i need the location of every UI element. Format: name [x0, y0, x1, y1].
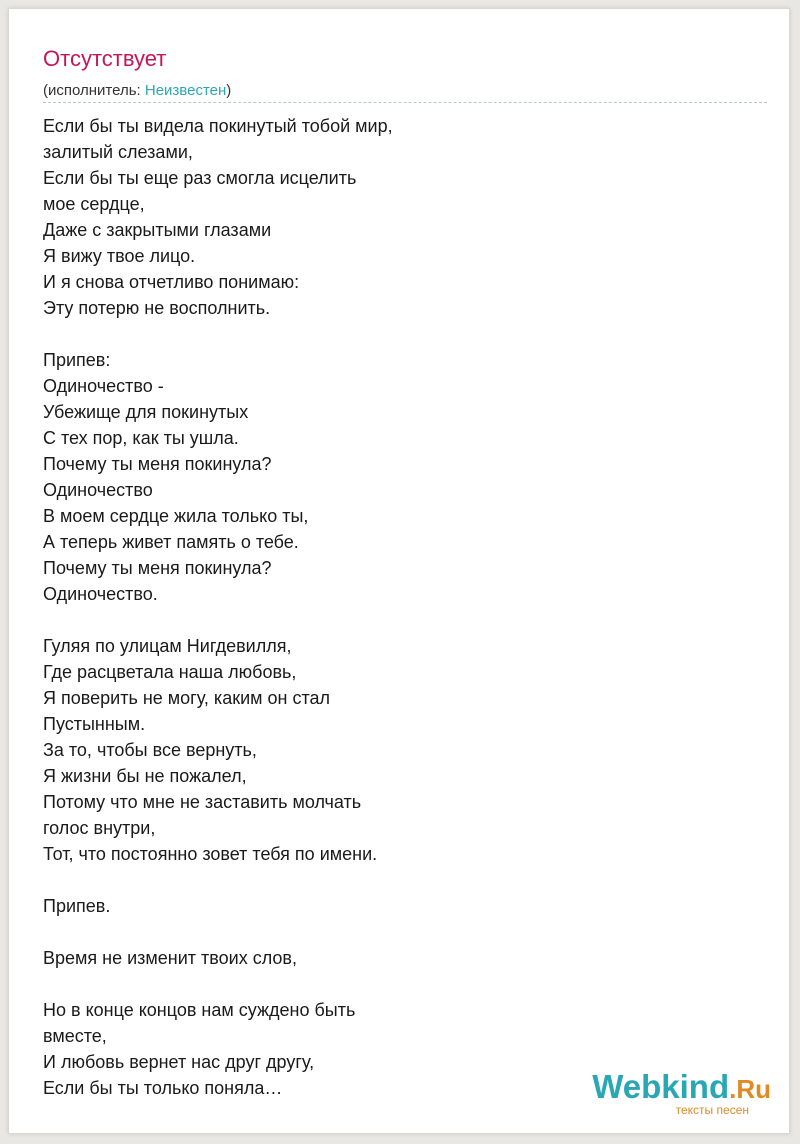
- lyrics-line: Даже с закрытыми глазами: [43, 220, 272, 240]
- lyrics-line: С тех пор, как ты ушла.: [43, 428, 239, 448]
- lyrics-line: Если бы ты только поняла…: [43, 1078, 283, 1098]
- lyrics-line: Я жизни бы не пожалел,: [43, 766, 247, 786]
- lyrics-line: Одиночество.: [43, 584, 158, 604]
- lyrics-line: А теперь живет память о тебе.: [43, 532, 299, 552]
- lyrics-line: Я поверить не могу, каким он стал: [43, 688, 331, 708]
- lyrics-line: Одиночество: [43, 480, 153, 500]
- lyrics-line: Одиночество -: [43, 376, 164, 396]
- lyrics-line: Если бы ты еще раз смогла исцелить: [43, 168, 357, 188]
- lyrics-line: Но в конце концов нам суждено быть: [43, 1000, 356, 1020]
- lyrics-blank-line: [43, 867, 763, 893]
- lyrics-line: И я снова отчетливо понимаю:: [43, 272, 300, 292]
- logo-brand: Webkind: [592, 1068, 730, 1105]
- performer-line: [43, 82, 231, 100]
- lyrics-text: [43, 113, 763, 1101]
- lyrics-line: Если бы ты видела покинутый тобой мир,: [43, 116, 393, 136]
- lyrics-line: залитый слезами,: [43, 142, 193, 162]
- lyrics-line: Тот, что постоянно зовет тебя по имени.: [43, 844, 378, 864]
- lyrics-blank-line: [43, 971, 763, 997]
- logo-tld: .Ru: [729, 1074, 771, 1104]
- performer-prefix: (исполнитель:: [43, 82, 145, 99]
- lyrics-line: Время не изменит твоих слов,: [43, 948, 297, 968]
- lyrics-blank-line: [43, 607, 763, 633]
- lyrics-line: Потому что мне не заставить молчать: [43, 792, 362, 812]
- lyrics-line: Эту потерю не восполнить.: [43, 298, 271, 318]
- lyrics-blank-line: [43, 919, 763, 945]
- lyrics-line: Гуляя по улицам Нигдевилля,: [43, 636, 292, 656]
- lyrics-line: мое сердце,: [43, 194, 145, 214]
- logo-tagline: тексты песен: [675, 1103, 749, 1117]
- performer-suffix: ): [226, 82, 232, 99]
- lyrics-line: Припев:: [43, 350, 111, 370]
- divider: [43, 102, 767, 103]
- lyrics-line: голос внутри,: [43, 818, 156, 838]
- lyrics-line: В моем сердце жила только ты,: [43, 506, 309, 526]
- lyrics-page: [8, 8, 790, 1134]
- logo-wordmark: [592, 1069, 771, 1107]
- lyrics-line: И любовь вернет нас друг другу,: [43, 1052, 315, 1072]
- performer-link[interactable]: Неизвестен: [144, 82, 227, 99]
- lyrics-blank-line: [43, 321, 763, 347]
- lyrics-line: вместе,: [43, 1026, 107, 1046]
- site-logo[interactable]: [571, 1069, 771, 1117]
- lyrics-line: Почему ты меня покинула?: [43, 558, 272, 578]
- lyrics-line: За то, чтобы все вернуть,: [43, 740, 257, 760]
- lyrics-line: Где расцветала наша любовь,: [43, 662, 297, 682]
- lyrics-line: Почему ты меня покинула?: [43, 454, 272, 474]
- lyrics-line: Припев.: [43, 896, 111, 916]
- song-title: Отсутствует: [43, 46, 167, 71]
- lyrics-line: Пустынным.: [43, 714, 146, 734]
- lyrics-line: Я вижу твое лицо.: [43, 246, 196, 266]
- lyrics-line: Убежище для покинутых: [43, 402, 249, 422]
